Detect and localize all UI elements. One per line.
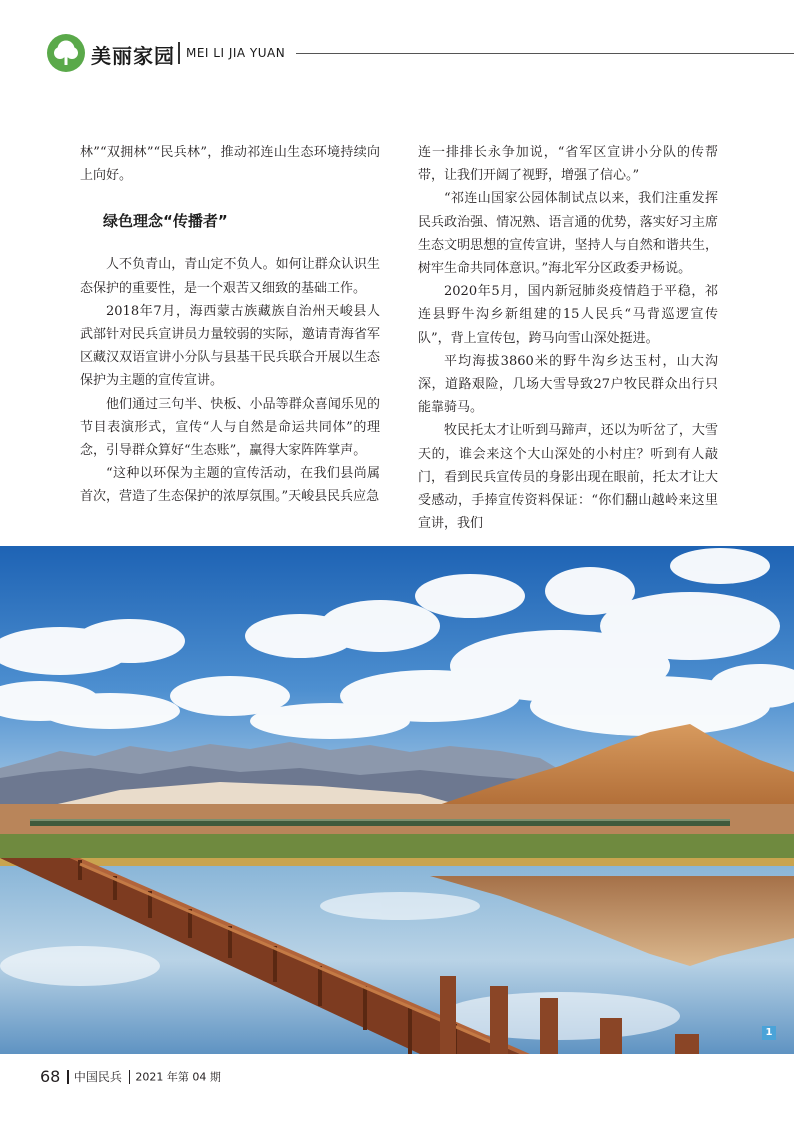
footer-divider: [67, 1070, 69, 1084]
photo-number-badge: 1: [762, 1026, 776, 1040]
page-footer: [40, 1066, 221, 1090]
paragraph: 林”“双拥林”“民兵林”，推动祁连山生态环境持续向上向好。: [80, 145, 380, 184]
magazine-name: 中国民兵: [73, 1070, 122, 1084]
subheading: 绿色理念“传播者”: [103, 212, 228, 231]
page-number: 68: [40, 1067, 61, 1086]
page-header: [0, 0, 794, 90]
issue-label: 2021 年第 04 期: [135, 1070, 221, 1084]
paragraph: “这种以环保为主题的宣传活动，在我们县尚属首次，营造了生态保护的浓厚氛围。”天峻县民兵应急: [80, 466, 380, 505]
paragraph: 他们通过三句半、快板、小品等群众喜闻乐见的节目表演形式，宣传“人与自然是命运共同体”的理念，引导群众算好“生态账”，赢得大家阵阵掌声。: [80, 396, 380, 459]
paragraph: 2018年7月，海西蒙古族藏族自治州天峻县人武部针对民兵宣讲员力量较弱的实际，邀请青海省军区藏汉双语宣讲小分队与县基干民兵联合开展以生态保护为主题的宣传宣讲。: [80, 303, 380, 389]
paragraph: 连一排排长永争加说，“省军区宣讲小分队的传帮带，让我们开阔了视野，增强了信心。”: [418, 145, 718, 184]
section-title: 美丽家园: [91, 44, 175, 68]
header-divider: [178, 42, 180, 64]
section-pinyin: MEI LI JIA YUAN: [186, 46, 286, 60]
footer-divider: [129, 1070, 131, 1084]
paragraph: 2020年5月，国内新冠肺炎疫情趋于平稳，祁连县野牛沟乡新组建的15人民兵“马背巡逻宣传队”，背上宣传包，跨马向雪山深处挺进。: [418, 284, 718, 346]
paragraph: 平均海拔3860米的野牛沟乡达玉村，山大沟深，道路艰险，几场大雪导致27户牧民群众出行只能靠骑马。: [418, 353, 718, 416]
header-rule: [296, 53, 794, 54]
paragraph: 牧民托太才让听到马蹄声，还以为听岔了，大雪天的，谁会来这个大山深处的小村庄？听到有人敲门，看到民兵宣传员的身影出现在眼前，托太才让大受感动，手捧宣传资料保证：“你们翻山越岭来这里宣讲，我们: [418, 423, 718, 532]
right-column: [418, 141, 718, 535]
landscape-photo: [0, 546, 794, 1054]
tree-icon: [47, 34, 85, 72]
left-column: [80, 141, 380, 509]
paragraph: “祁连山国家公园体制试点以来，我们注重发挥民兵政治强、情况熟、语言通的优势，落实好习主席生态文明思想的宣传宣讲，坚持人与自然和谐共生，树牢生命共同体意识。”海北军分区政委尹杨说。: [418, 191, 718, 277]
paragraph: 人不负青山，青山定不负人。如何让群众认识生态保护的重要性，是一个艰苦又细致的基础工作。: [80, 257, 380, 296]
